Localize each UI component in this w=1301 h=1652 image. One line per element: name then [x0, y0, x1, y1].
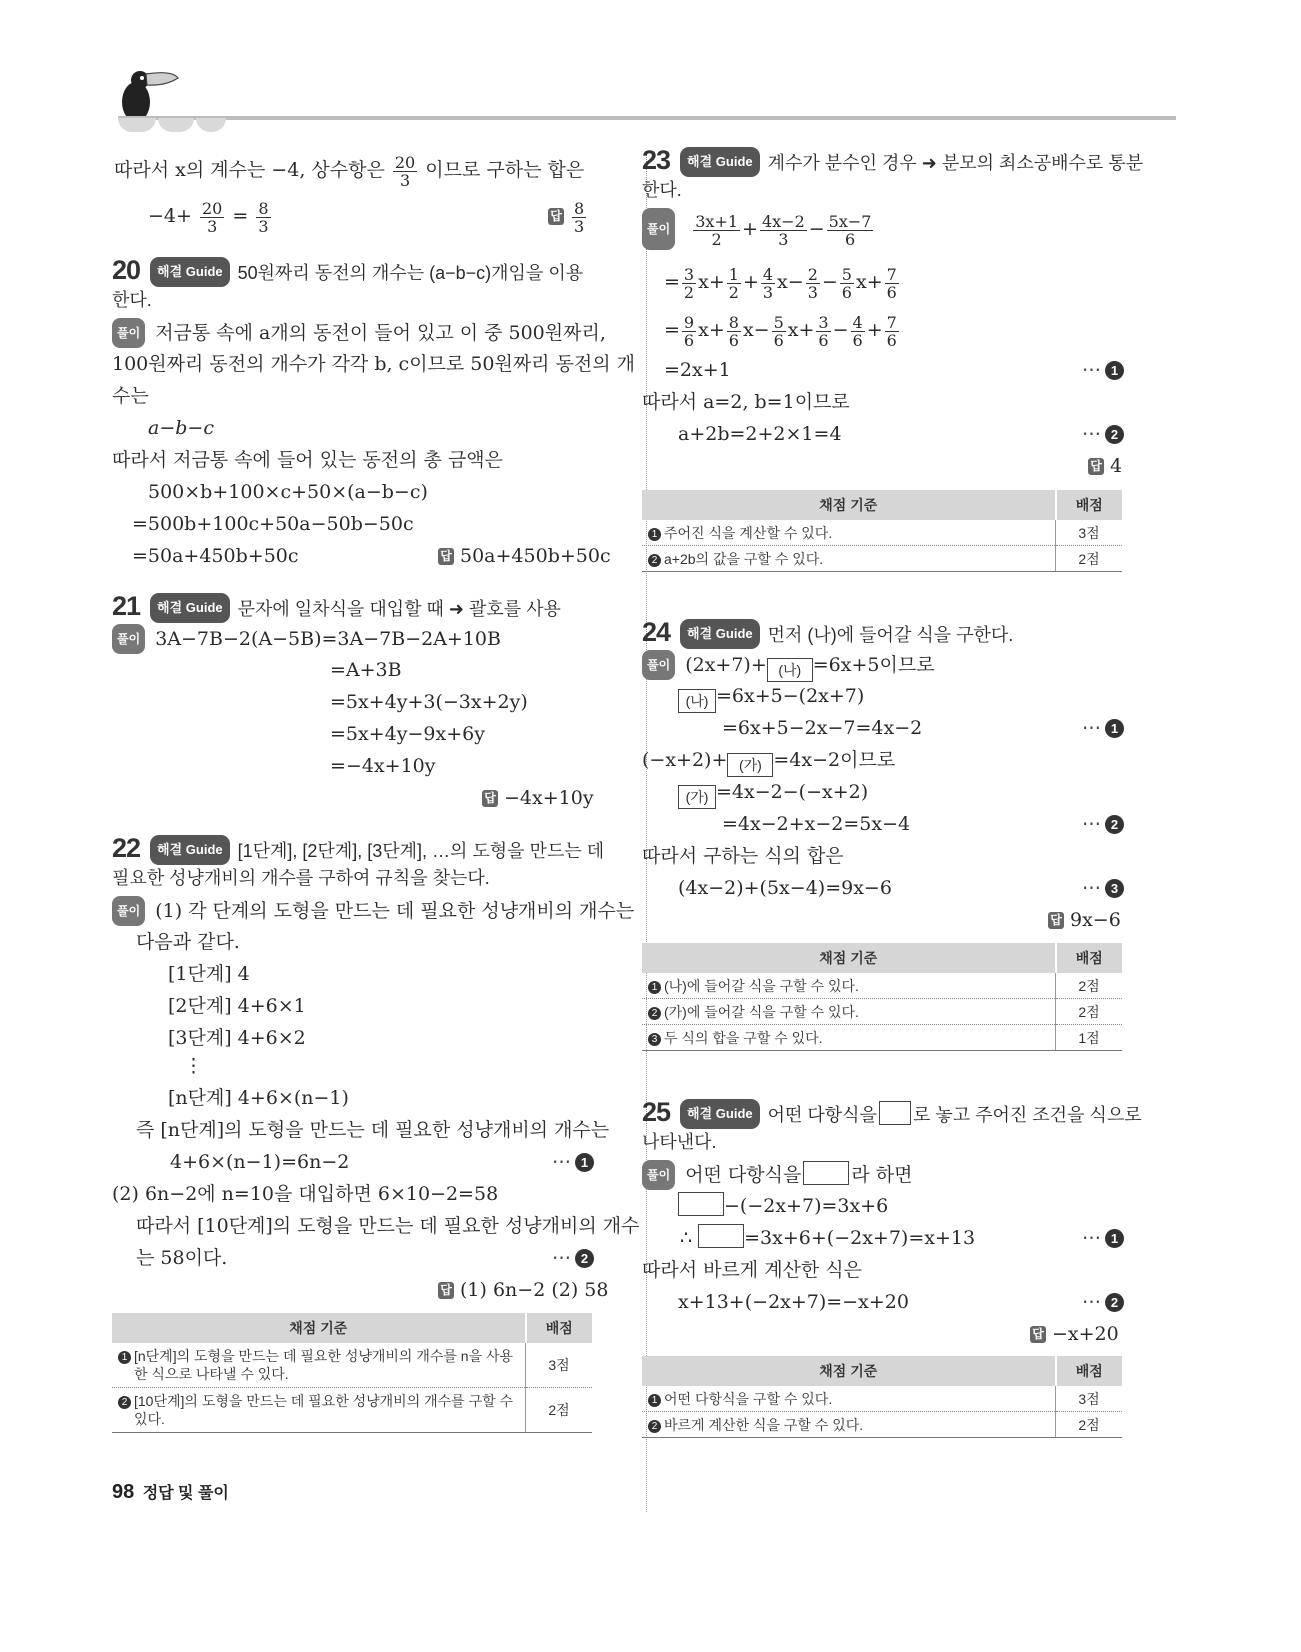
q24-line1: 풀이 (2x+7)+ (나) =6x+5이므로 [642, 650, 935, 678]
table-header-criteria: 채점 기준 [642, 943, 1056, 973]
q23-row6: a+2b=2+2×1=4 [678, 423, 842, 445]
table-row: 2 [10단계]의 도형을 만드는 데 필요한 성냥개비의 개수를 구할 수 있다. 2점 [112, 1388, 592, 1433]
q22-line2: 다음과 같다. [136, 931, 240, 953]
q24-line3: =6x+5−2x−7=4x−2 [722, 717, 923, 739]
q24-line6: =4x−2+x−2=5x−4 [722, 813, 911, 835]
q22-scoring-table [112, 1313, 592, 1433]
q23-scoring-table [642, 490, 1122, 572]
table-header-points: 배점 [1056, 943, 1123, 973]
table-row: 3 두 식의 합을 구할 수 있다. 1점 [642, 1025, 1122, 1051]
q21-answer: 답 −4x+10y [482, 784, 594, 812]
q25-guide-cont: 나타낸다. [642, 1132, 717, 1152]
q23-row5: 따라서 a=2, b=1이므로 [642, 391, 850, 413]
table-header-points: 배점 [1056, 490, 1123, 520]
page-footer [112, 1480, 229, 1504]
q25-step2-mark: ⋯ 2 [1082, 1288, 1124, 1316]
q22-line5: [3단계] 4+6×2 [168, 1027, 306, 1049]
q25-line3: ∴ =3x+6+(−2x+7)=x+13 [680, 1224, 975, 1252]
q22-line4: [2단계] 4+6×1 [168, 995, 306, 1017]
q21-line3: =5x+4y+3(−3x+2y) [330, 691, 528, 713]
table-row: 1 어떤 다항식을 구할 수 있다. 3점 [642, 1386, 1122, 1412]
q22-line7: [n단계] 4+6×(n−1) [168, 1087, 349, 1109]
q22-line1: 풀이 (1) 각 단계의 도형을 만드는 데 필요한 성냥개비의 개수는 [112, 896, 634, 924]
q24-answer: 답 9x−6 [1048, 906, 1121, 934]
q22-heading: 22 해결 Guide [1단계], [2단계], [3단계], …의 도형을 만드는 데 [112, 833, 605, 863]
q23-row3: = $\frac{9}{6}$ x+ $\frac{8}{6}$ x− $\frac{5}{6}$ x+ $\frac{3}{6}$ − $\frac{4}{6}$ + $\frac{7}{6}$ [664, 312, 897, 350]
q20-line2: 100원짜리 동전의 개수가 각각 b, c이므로 50원짜리 동전의 개 [112, 353, 636, 375]
q22-guide-cont: 필요한 성냥개비의 개수를 구하여 규칙을 찾는다. [112, 868, 490, 888]
table-row: 2 a+2b의 값을 구할 수 있다. 2점 [642, 546, 1122, 572]
page-number: 98 [112, 1481, 135, 1503]
q22-line9: 4+6×(n−1)=6n−2 [170, 1151, 350, 1173]
q22-answer: 답 (1) 6n−2 (2) 58 [438, 1276, 608, 1304]
q21-heading: 21 해결 Guide 문자에 일차식을 대입할 때 ➜ 괄호를 사용 [112, 591, 561, 621]
q21-line5: =−4x+10y [330, 755, 436, 777]
q25-scoring-table [642, 1356, 1122, 1438]
q24-scoring-table [642, 943, 1122, 1051]
header-rule [118, 116, 1176, 120]
q19-line1: 따라서 x의 계수는 −4, 상수항은 $\frac{20}{3}$ 이므로 구하는 합은 [114, 152, 585, 190]
table-row: 2 바르게 계산한 식을 구할 수 있다. 2점 [642, 1412, 1122, 1438]
q25-line1: 풀이 어떤 다항식을 라 하면 [642, 1160, 912, 1188]
q23-row1: 풀이 $\frac{3x+1}{2}$ + $\frac{4x-2}{3}$ − $\frac{5x-7}{6}$ [642, 208, 875, 248]
q24-step2-mark: ⋯ 2 [1082, 810, 1124, 838]
q25-answer: 답 −x+20 [1030, 1320, 1119, 1348]
header-wave [196, 118, 226, 132]
header-wave [158, 118, 194, 132]
q24-step3-mark: ⋯ 3 [1082, 874, 1124, 902]
q24-line2: (나) =6x+5−(2x+7) [678, 682, 864, 710]
q25-line5: x+13+(−2x+7)=−x+20 [678, 1291, 909, 1313]
q24-heading: 24 해결 Guide 먼저 (나)에 들어갈 식을 구한다. [642, 617, 1014, 647]
q20-line1: 풀이 저금통 속에 a개의 동전이 들어 있고 이 중 500원짜리, [112, 318, 606, 346]
q20-line7: =500b+100c+50a−50b−50c [132, 513, 414, 535]
header-wave [118, 118, 156, 132]
q24-line4: (−x+2)+ (가) =4x−2이므로 [642, 746, 895, 774]
q19-line2: −4+ $\frac{20}{3}$ = $\frac{8}{3}$ [148, 198, 269, 236]
table-row: 1 [n단계]의 도형을 만드는 데 필요한 성냥개비의 개수를 n을 사용 한 식으로 나타낼 수 있다. 3점 [112, 1343, 592, 1388]
column-divider [646, 152, 648, 1512]
table-row: 2 (가)에 들어갈 식을 구할 수 있다. 2점 [642, 999, 1122, 1025]
q25-heading: 25 해결 Guide 어떤 다항식을 로 놓고 주어진 조건을 식으로 [642, 1097, 1142, 1127]
q24-line7: 따라서 구하는 식의 합은 [642, 845, 844, 867]
q21-line2: =A+3B [330, 659, 402, 681]
q22-line8: 즉 [n단계]의 도형을 만드는 데 필요한 성냥개비의 개수는 [136, 1119, 610, 1141]
footer-title: 정답 및 풀이 [142, 1485, 229, 1502]
q22-step1-mark: ⋯ 1 [552, 1148, 594, 1176]
q23-row4: =2x+1 [664, 359, 731, 381]
q25-line2: −(−2x+7)=3x+6 [678, 1192, 888, 1220]
q22-line12: 는 58이다. [136, 1247, 228, 1269]
q20-line4: a−b−c [148, 417, 214, 439]
table-row: 1 (나)에 들어갈 식을 구할 수 있다. 2점 [642, 973, 1122, 999]
q20-line6: 500×b+100×c+50×(a−b−c) [148, 481, 428, 503]
table-header-points: 배점 [1056, 1356, 1123, 1386]
table-header-criteria: 채점 기준 [112, 1313, 526, 1343]
q23-guide-cont: 한다. [642, 180, 682, 200]
table-header-criteria: 채점 기준 [642, 490, 1056, 520]
table-row: 1 주어진 식을 계산할 수 있다. 3점 [642, 520, 1122, 546]
q22-line10: (2) 6n−2에 n=10을 대입하면 6×10−2=58 [112, 1183, 499, 1205]
q19-answer: 답 $\frac{8}{3}$ [548, 196, 588, 236]
q24-line5: (가) =4x−2−(−x+2) [678, 778, 868, 806]
q22-step2-mark: ⋯ 2 [552, 1244, 594, 1272]
q20-line3: 수는 [112, 385, 149, 407]
table-header-criteria: 채점 기준 [642, 1356, 1056, 1386]
q20-line8: =50a+450b+50c [132, 545, 299, 567]
q20-guide-cont: 한다. [112, 290, 152, 310]
q20-answer: 답 50a+450b+50c [438, 542, 611, 570]
q20-line5: 따라서 저금통 속에 들어 있는 동전의 총 금액은 [112, 449, 504, 471]
q24-step1-mark: ⋯ 1 [1082, 714, 1124, 742]
q23-row2: = $\frac{3}{2}$ x+ $\frac{1}{2}$ + $\frac{4}{3}$ x− $\frac{2}{3}$ − $\frac{5}{6}$ x+ $\frac{7}{6}$ [664, 264, 897, 302]
q21-line1: 풀이 3A−7B−2(A−5B)=3A−7B−2A+10B [112, 624, 501, 652]
q21-line4: =5x+4y−9x+6y [330, 723, 485, 745]
q23-heading: 23 해결 Guide 계수가 분수인 경우 ➜ 분모의 최소공배수로 통분 [642, 145, 1144, 175]
q25-step1-mark: ⋯ 1 [1082, 1224, 1124, 1252]
q22-line11: 따라서 [10단계]의 도형을 만드는 데 필요한 성냥개비의 개수 [136, 1215, 640, 1237]
q20-heading: 20 해결 Guide 50원짜리 동전의 개수는 (a−b−c)개임을 이용 [112, 255, 584, 285]
q22-line3: [1단계] 4 [168, 963, 250, 985]
q22-vdots: ⋮ [184, 1055, 203, 1077]
q23-answer: 답 4 [1088, 452, 1122, 480]
q25-line4: 따라서 바르게 계산한 식은 [642, 1259, 863, 1281]
table-header-points: 배점 [526, 1313, 593, 1343]
q23-step1-mark: ⋯ 1 [1082, 356, 1124, 384]
q24-line8: (4x−2)+(5x−4)=9x−6 [678, 877, 892, 899]
q23-step2-mark: ⋯ 2 [1082, 420, 1124, 448]
